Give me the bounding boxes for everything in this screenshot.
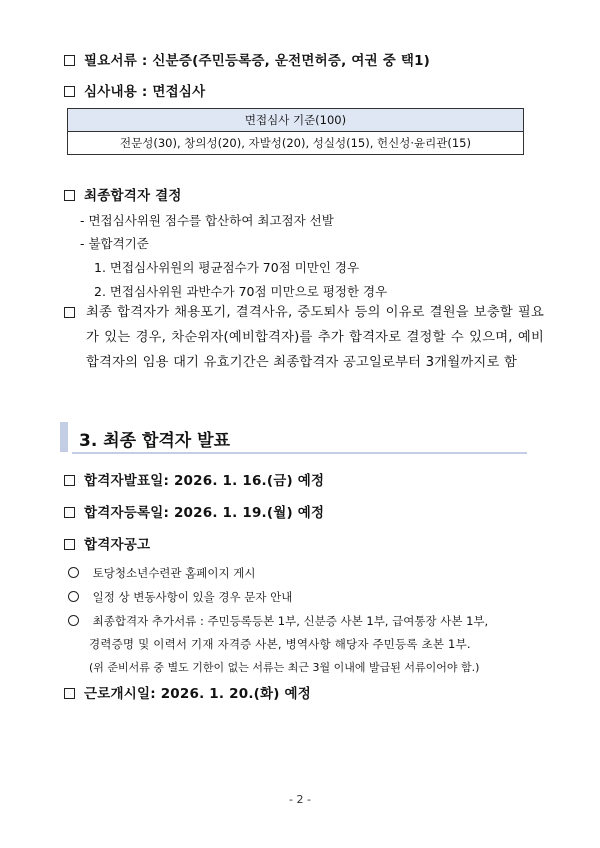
checkbox-square-icon — [64, 475, 75, 486]
register-date-line — [64, 501, 324, 521]
section-underline — [72, 452, 527, 454]
page-number: - 2 - — [289, 793, 311, 806]
review-content-text: 심사내용 : 면접심사 — [84, 84, 206, 100]
notice-item-1-text: 토당청소년수련관 홈페이지 게시 — [92, 566, 256, 580]
replacement-block — [64, 300, 544, 375]
notice-item-2-text: 일정 상 변동사항이 있을 경우 문자 안내 — [92, 590, 293, 604]
circle-bullet-icon — [68, 567, 79, 578]
section-accent-bar — [60, 422, 68, 452]
criteria-table — [67, 108, 524, 155]
criteria-items-cell: 전문성(30), 창의성(20), 자발성(20), 성실성(15), 헌신성·윤리관(15) — [68, 132, 524, 155]
section3-title: 3. 최종 합격자 발표 — [79, 431, 230, 451]
final-decision-heading — [64, 184, 182, 204]
final-decision-line4: 2. 면접심사위원 과반수가 70점 미만으로 평정한 경우 — [94, 284, 388, 299]
final-decision-title: 최종합격자 결정 — [84, 188, 182, 204]
notice-heading — [64, 533, 150, 553]
checkbox-square-icon — [64, 539, 75, 550]
notice-title: 합격자공고 — [84, 537, 151, 553]
final-decision-line1: - 면접심사위원 점수를 합산하여 최고점자 선발 — [80, 213, 334, 228]
notice-item-3 — [68, 613, 488, 629]
checkbox-square-icon — [64, 190, 75, 201]
final-decision-line3: 1. 면접심사위원의 평균점수가 70점 미만인 경우 — [94, 260, 360, 275]
notice-item-3-line3: (위 준비서류 중 별도 기한이 없는 서류는 최근 3월 이내에 발급된 서류이어야 함.) — [89, 661, 480, 674]
review-content-line — [64, 80, 205, 100]
announce-date-line — [64, 469, 324, 489]
criteria-items-row — [68, 132, 524, 155]
circle-bullet-icon — [68, 615, 79, 626]
checkbox-square-icon — [64, 507, 75, 518]
register-date-text: 합격자등록일: 2026. 1. 19.(월) 예정 — [84, 505, 325, 521]
required-docs-text: 필요서류 : 신분증(주민등록증, 운전면허증, 여권 중 택1) — [84, 53, 431, 69]
announce-date-text: 합격자발표일: 2026. 1. 16.(금) 예정 — [84, 473, 325, 489]
criteria-header-row — [68, 109, 524, 132]
circle-bullet-icon — [68, 591, 79, 602]
notice-item-3-line1: 최종합격자 추가서류 : 주민등록등본 1부, 신분증 사본 1부, 급여통장 사본 1부, — [92, 614, 489, 628]
criteria-header-cell: 면접심사 기준(100) — [68, 109, 524, 132]
checkbox-square-icon — [64, 55, 75, 66]
checkbox-square-icon — [64, 688, 75, 699]
notice-item-2 — [68, 589, 292, 605]
required-docs-line — [64, 49, 430, 69]
checkbox-square-icon — [64, 307, 75, 318]
notice-item-3-line2: 경력증명 및 이력서 기재 자격증 사본, 병역사항 해당자 주민등록 초본 1부. — [89, 637, 471, 651]
notice-item-1 — [68, 565, 256, 581]
replacement-paragraph: 최종 합격자가 채용포기, 결격사유, 중도퇴사 등의 이유로 결원을 보충할 필요가 있는 경우, 차순위자(예비합격자)를 추가 합격자로 결정할 수 있으며, 예비합격자의 임용 대기 유효기간은 최종합격자 공고일로부터 3개월까지로 함 — [86, 305, 544, 370]
final-decision-line2: - 불합격기준 — [80, 236, 149, 251]
start-date-text: 근로개시일: 2026. 1. 20.(화) 예정 — [84, 686, 312, 702]
checkbox-square-icon — [64, 86, 75, 97]
start-date-line — [64, 682, 311, 702]
